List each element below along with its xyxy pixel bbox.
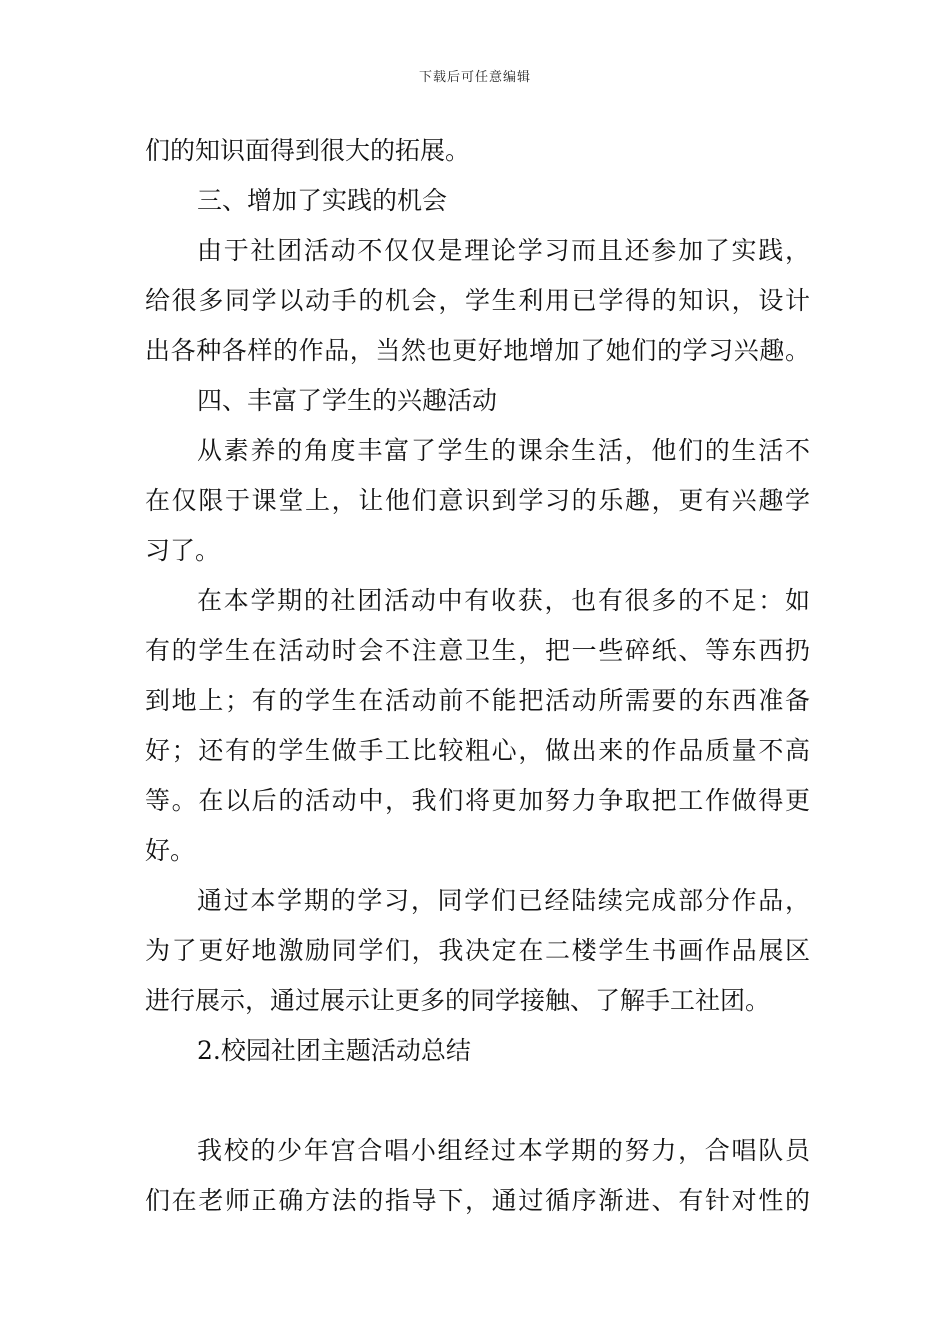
text-line: 们在老师正确方法的指导下，通过循序渐进、有针对性的 (145, 1186, 810, 1215)
text-line: 在本学期的社团活动中有收获，也有很多的不足：如 (197, 586, 810, 615)
text-line: 好。 (145, 836, 196, 865)
text-line: 有的学生在活动时会不注意卫生，把一些碎纸、等东西扔 (145, 636, 810, 665)
text-line: 通过本学期的学习，同学们已经陆续完成部分作品， (197, 886, 810, 915)
page-header: 下载后可任意编辑 (418, 70, 531, 85)
text-line: 由于社团活动不仅仅是理论学习而且还参加了实践， (197, 236, 810, 265)
text-line: 进行展示，通过展示让更多的同学接触、了解手工社团。 (145, 986, 771, 1015)
text-line: 们的知识面得到很大的拓展。 (145, 136, 471, 165)
section-heading: 2.校园社团主题活动总结 (197, 1036, 471, 1065)
blank-line (145, 1076, 810, 1126)
text-line: 习了。 (145, 536, 221, 565)
text-line: 出各种各样的作品，当然也更好地增加了她们的学习兴趣。 (145, 336, 810, 365)
text-line: 在仅限于课堂上，让他们意识到学习的乐趣，更有兴趣学 (145, 486, 810, 515)
text-line: 为了更好地激励同学们，我决定在二楼学生书画作品展区 (145, 936, 810, 965)
text-line: 给很多同学以动手的机会，学生利用已学得的知识，设计 (145, 286, 810, 315)
document-body (145, 126, 810, 1226)
text-line: 好；还有的学生做手工比较粗心，做出来的作品质量不高 (145, 736, 810, 765)
section-heading: 三、增加了实践的机会 (197, 186, 448, 215)
text-line: 我校的少年宫合唱小组经过本学期的努力，合唱队员 (197, 1136, 810, 1165)
text-line: 到地上；有的学生在活动前不能把活动所需要的东西准备 (145, 686, 810, 715)
text-line: 等。在以后的活动中，我们将更加努力争取把工作做得更 (145, 786, 810, 815)
text-line: 从素养的角度丰富了学生的课余生活，他们的生活不 (197, 436, 810, 465)
section-heading: 四、丰富了学生的兴趣活动 (197, 386, 498, 415)
